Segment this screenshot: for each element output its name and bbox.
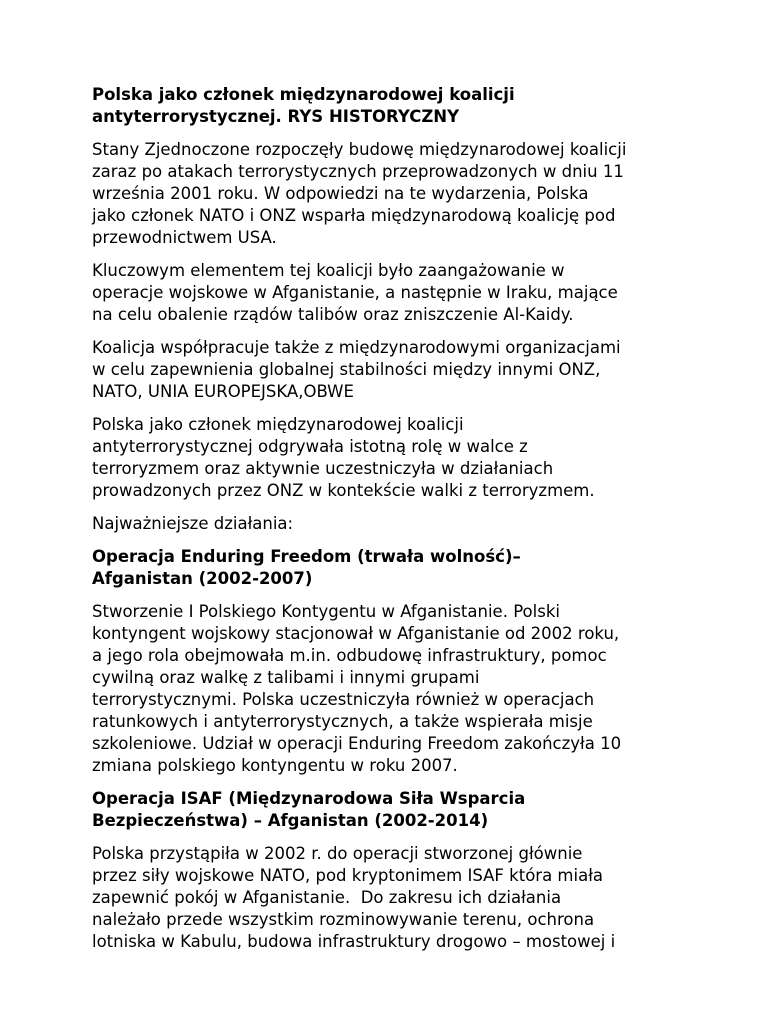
text-line: Stany Zjednoczone rozpoczęły budowę międzynarodowej koalicji — [92, 140, 627, 159]
text-line: kontyngent wojskowy stacjonował w Afganistanie od 2002 roku, — [92, 624, 620, 643]
text-line: cywilną oraz walkę z talibami i innymi grupami — [92, 668, 480, 687]
text-line: w celu zapewnienia globalnej stabilności między innymi ONZ, — [92, 360, 601, 379]
heading-line: Operacja Enduring Freedom (trwała wolność)– — [92, 547, 521, 566]
paragraph-cooperation — [92, 337, 682, 403]
heading-line: Operacja ISAF (Międzynarodowa Siła Wsparcia — [92, 789, 526, 808]
document-page — [92, 84, 682, 964]
text-line: szkoleniowe. Udział w operacji Enduring Freedom zakończyła 10 — [92, 734, 622, 753]
text-line: ratunkowych i antyterrorystycznych, a także wspierała misje — [92, 712, 593, 731]
section-body-enduring-freedom — [92, 601, 682, 777]
text-line: terroryzmem oraz aktywnie uczestniczyła w działaniach — [92, 459, 554, 478]
text-line: Najważniejsze działania: — [92, 514, 294, 533]
text-line: września 2001 roku. W odpowiedzi na te wydarzenia, Polska — [92, 184, 589, 203]
text-line: a jego rola obejmowała m.in. odbudowę infrastruktury, pomoc — [92, 646, 607, 665]
text-line: Stworzenie I Polskiego Kontygentu w Afganistanie. Polski — [92, 602, 560, 621]
paragraph-military-operations — [92, 260, 682, 326]
text-line: terrorystycznymi. Polska uczestniczyła również w operacjach — [92, 690, 595, 709]
text-line: Kluczowym elementem tej koalicji było zaangażowanie w — [92, 261, 565, 280]
text-line: przewodnictwem USA. — [92, 228, 277, 247]
text-line: lotniska w Kabulu, budowa infrastruktury drogowo – mostowej i — [92, 932, 616, 951]
paragraph-poland-role — [92, 414, 682, 502]
section-body-isaf — [92, 843, 682, 953]
text-line: antyterrorystycznej odgrywała istotną rolę w walce z — [92, 437, 528, 456]
document-title — [92, 84, 682, 128]
text-line: jako członek NATO i ONZ wsparła międzynarodową koalicję pod — [92, 206, 616, 225]
title-line: Polska jako członek międzynarodowej koalicji — [92, 85, 515, 104]
text-line: Koalicja współpracuje także z międzynarodowymi organizacjami — [92, 338, 621, 357]
heading-line: Bezpieczeństwa) – Afganistan (2002-2014) — [92, 811, 489, 830]
text-line: Polska jako członek międzynarodowej koalicji — [92, 415, 464, 434]
text-line: przez siły wojskowe NATO, pod kryptonimem ISAF która miała — [92, 866, 603, 885]
paragraph-key-actions — [92, 513, 682, 535]
paragraph-coalition-origins — [92, 139, 682, 249]
text-line: prowadzonych przez ONZ w kontekście walki z terroryzmem. — [92, 481, 595, 500]
title-line: antyterrorystycznej. RYS HISTORYCZNY — [92, 107, 460, 126]
text-line: zapewnić pokój w Afganistanie. Do zakresu ich działania — [92, 888, 562, 907]
section-heading-isaf — [92, 788, 682, 832]
text-line: zaraz po atakach terrorystycznych przeprowadzonych w dniu 11 — [92, 162, 624, 181]
heading-line: Afganistan (2002-2007) — [92, 569, 313, 588]
text-line: Polska przystąpiła w 2002 r. do operacji stworzonej głównie — [92, 844, 583, 863]
text-line: należało przede wszystkim rozminowywanie terenu, ochrona — [92, 910, 595, 929]
text-line: na celu obalenie rządów talibów oraz zniszczenie Al-Kaidy. — [92, 305, 574, 324]
text-line: zmiana polskiego kontyngentu w roku 2007. — [92, 756, 458, 775]
text-line: NATO, UNIA EUROPEJSKA,OBWE — [92, 382, 354, 401]
text-line: operacje wojskowe w Afganistanie, a następnie w Iraku, mające — [92, 283, 618, 302]
section-heading-enduring-freedom — [92, 546, 682, 590]
